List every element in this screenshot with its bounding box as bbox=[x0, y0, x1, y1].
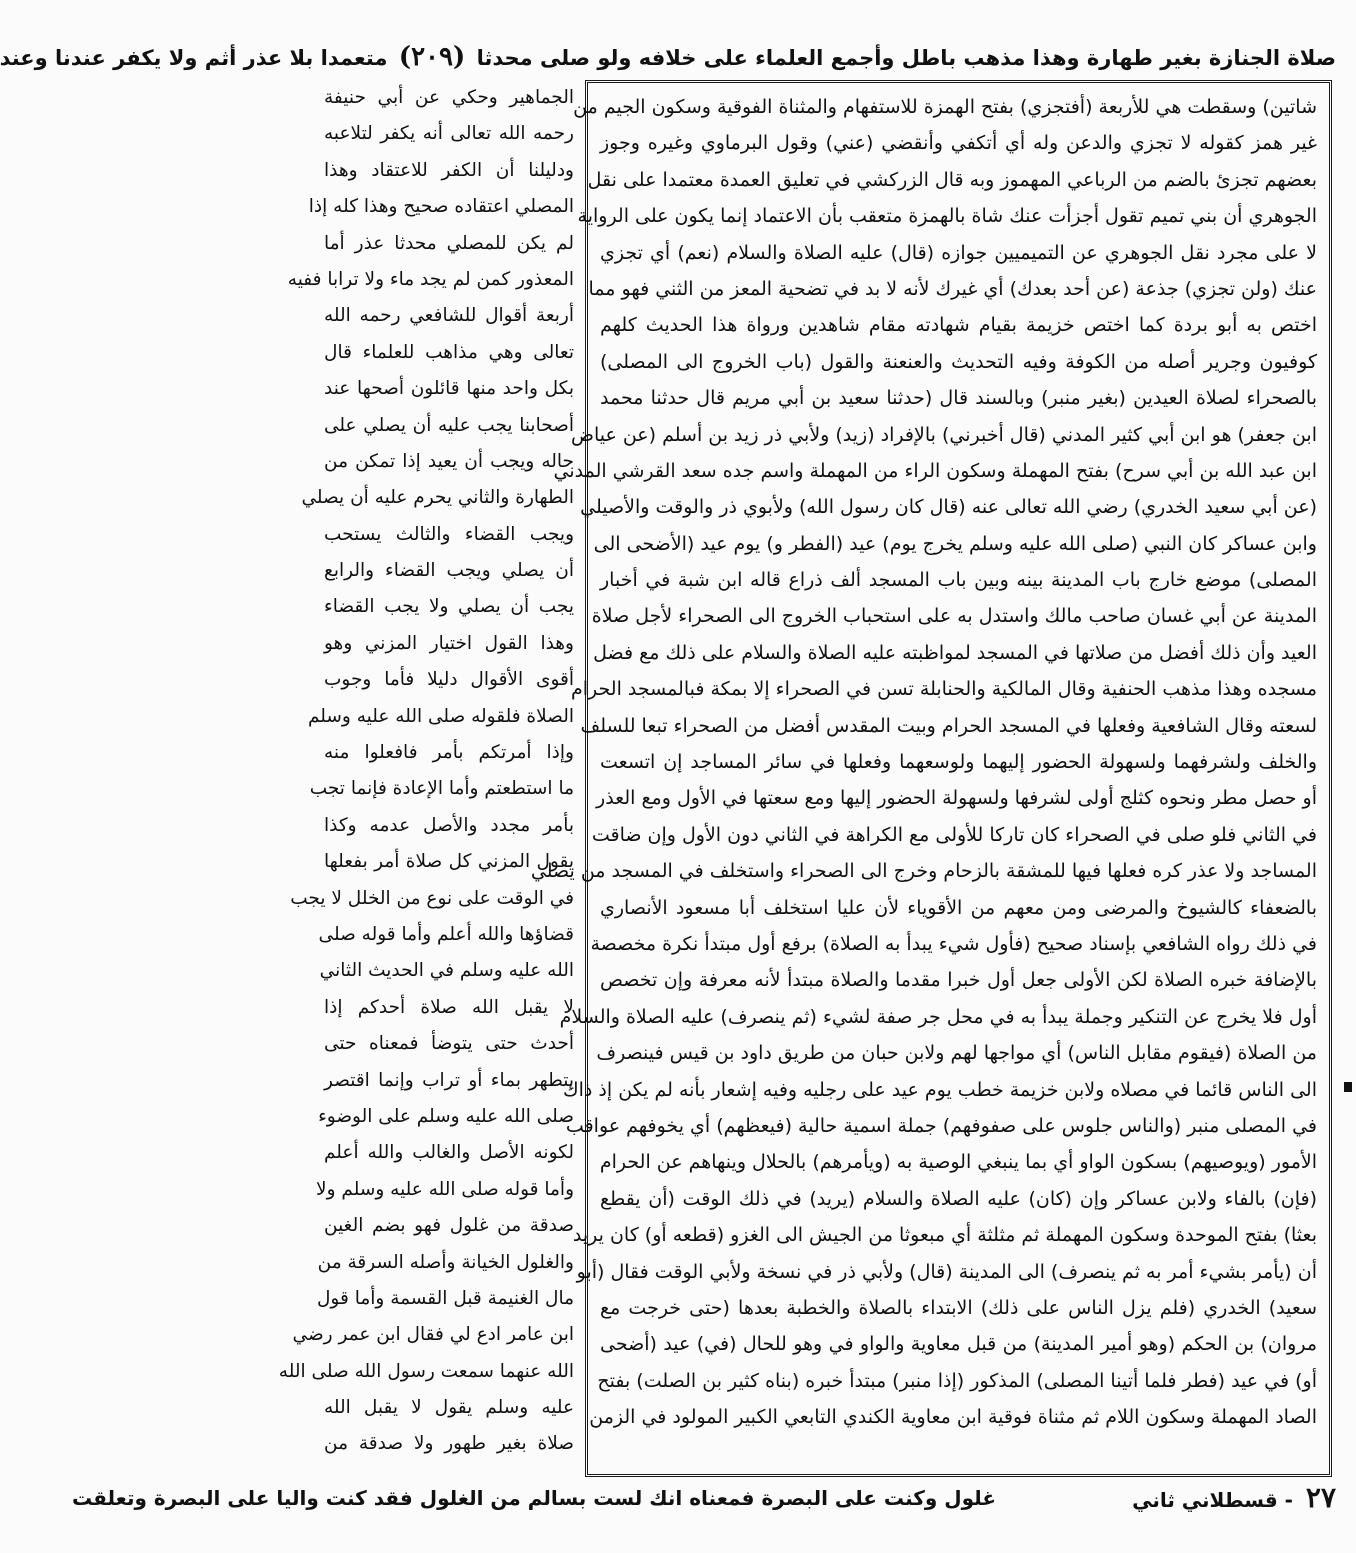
page-header bbox=[0, 40, 1336, 74]
margin-text-line: لا يقبل الله صلاة أحدكم إذا bbox=[324, 996, 574, 1018]
main-text-line: ابن جعفر) هو ابن أبي كثير المدني (قال أخبرني) بالإفراد (زيد) ولأبي ذر زيد بن أسلم (عن عياض bbox=[570, 423, 1317, 446]
margin-text-line: الصلاة فلقوله صلى الله عليه وسلم bbox=[307, 705, 574, 727]
main-text-line: أو حصل مطر ونحوه كثلج أولى لشرفها ولسهولة الحضور إليها ومع سعتها في الأول ومع العذر bbox=[596, 787, 1317, 810]
main-text-line: الأمور (ويوصيهم) بسكون الواو أي بما ينبغي الوصية به (ويأمرهم) بالحلال وينهاهم عن الحرام bbox=[599, 1151, 1317, 1174]
main-text-frame bbox=[530, 80, 1332, 1477]
margin-text-line: ويجب القضاء والثالث يستحب bbox=[324, 523, 574, 545]
margin-commentary-body bbox=[278, 80, 574, 1463]
margin-text-line: أن يصلي ويجب القضاء والرابع bbox=[324, 560, 574, 582]
margin-text-line: في الوقت على نوع من الخلل لا يجب bbox=[290, 887, 574, 909]
main-text-line: عنك (ولن تجزي) جذعة (عن أحد بعدك) أي غيرك لأنه لا بد في تضحية المعز من الثني فهو مما bbox=[588, 277, 1317, 300]
margin-text-line: لكونه الأصل والغالب والله أعلم bbox=[324, 1142, 574, 1164]
main-text-line: كوفيون وجرير أصله من الكوفة وفيه التحديث والعنعنة والقول (باب الخروج الى المصلى) bbox=[600, 350, 1317, 373]
main-text-line: في الثاني فلو صلى في الصحراء كان تاركا للأولى مع الكراهة في الثاني دون الأول وإن ضاقت bbox=[591, 823, 1317, 846]
margin-text-line: قضاؤها والله أعلم وأما قوله صلى bbox=[318, 923, 574, 945]
margin-text-line: يتطهر بماء أو تراب وإنما اقتصر bbox=[324, 1069, 574, 1091]
margin-text-line: المعذور كمن لم يجد ماء ولا ترابا ففيه bbox=[287, 268, 574, 290]
main-text-line: غير همز كقوله لا تجزي والدعن وله أي أتكفي وأنقضي (عني) وقول البرماوي وغيره وجوز bbox=[600, 132, 1317, 155]
margin-text-line: بكل واحد منها قائلون أصحها عند bbox=[324, 378, 574, 400]
main-text-line: بالإضافة خبره الصلاة لكن الأولى جعل أول خبرا مقدما والصلاة مبتدأ لأنه معرفة وإن تخصص bbox=[600, 969, 1317, 992]
margin-text-line: رحمه الله تعالى أنه يكفر لتلاعبه bbox=[324, 123, 574, 145]
margin-text-line: صلاة بغير طهور ولا صدقة من bbox=[324, 1433, 574, 1455]
margin-text-line: وإذا أمرتكم بأمر فافعلوا منه bbox=[324, 742, 574, 764]
margin-text-line: ما استطعتم وأما الإعادة فإنما تجب bbox=[309, 778, 574, 800]
header-left-text: متعمدا بلا عذر أثم ولا يكفر عندنا وعند bbox=[0, 46, 388, 70]
margin-text-line: لم يكن للمصلي محدثا عذر أما bbox=[324, 232, 574, 254]
signature-number: ٢٧ bbox=[1305, 1481, 1336, 1514]
main-text-line: (عن أبي سعيد الخدري) رضي الله تعالى عنه (قال كان رسول الله) ولأبوي ذر والوقت والأصيلي bbox=[580, 496, 1317, 519]
main-text-line: بالضعفاء كالشيوخ والمرضى ومن معهم من الأقوياء لأن عليا استخلف أبا مسعود الأنصاري bbox=[600, 896, 1317, 919]
main-text-line: مسجده وهذا مذهب الحنفية وقال المالكية والحنابلة تسن في الصحراء إلا بمكة فبالمسجد الحرام bbox=[570, 678, 1317, 701]
margin-text-line: وهذا القول اختيار المزني وهو bbox=[324, 632, 574, 654]
margin-text-line: يجب أن يصلي ولا يجب القضاء bbox=[324, 596, 574, 618]
margin-text-line: يقول المزني كل صلاة أمر بفعلها bbox=[324, 851, 574, 873]
page-number: (٢٠٩) bbox=[398, 42, 466, 72]
margin-text-line: الله عنهما سمعت رسول الله صلى الله bbox=[278, 1360, 574, 1382]
main-text-line: الصاد المهملة وسكون اللام ثم مثناة فوقية ابن معاوية الكندي التابعي الكبير المولود في الزمن bbox=[589, 1406, 1317, 1429]
margin-text-line: الطهارة والثاني يحرم عليه أن يصلي bbox=[301, 487, 574, 509]
main-text-line: لا على مجرد نقل الجوهري عن التميميين جوازه (قال) عليه الصلاة والسلام (نعم) أي تجزي bbox=[600, 241, 1317, 264]
margin-text-line: حاله ويجب أن يعيد إذا تمكن من bbox=[324, 450, 574, 472]
margin-text-line: الجماهير وحكي عن أبي حنيفة bbox=[324, 87, 574, 108]
main-text-line: المدينة عن أبي غسان صاحب مالك واستدل به على استحباب الخروج الى الصحراء لأجل صلاة bbox=[591, 605, 1317, 628]
margin-text-line: وأما قوله صلى الله عليه وسلم ولا bbox=[316, 1178, 574, 1200]
main-text-line: الجوهري أن بني تميم تقول أجزأت عنك شاة بالهمزة متعقب بأن الاعتماد إنما يكون على الرواية bbox=[577, 205, 1317, 228]
margin-text-line: أقوى الأقوال دليلا فأما وجوب bbox=[324, 669, 574, 691]
main-text-line: (فإن) بالفاء ولابن عساكر وإن (كان) عليه الصلاة والسلام (يريد) في ذلك الوقت (أن يقطع bbox=[600, 1187, 1317, 1210]
margin-text-line: عليه وسلم يقول لا يقبل الله bbox=[324, 1397, 574, 1419]
main-text-body bbox=[530, 89, 1317, 1435]
main-text-line: مروان) بن الحكم (وهو أمير المدينة) من قبل معاوية والواو في وهو للحال (في) عيد (أضحى bbox=[600, 1333, 1317, 1356]
main-text-line: العيد وأن ذلك أفضل من صلاتها في المسجد لمواظبته عليه الصلاة والسلام على ذلك مع فضل bbox=[593, 641, 1317, 664]
margin-text-line: الله عليه وسلم في الحديث الثاني bbox=[319, 960, 574, 982]
main-text-line: وابن عساكر كان النبي (صلى الله عليه وسلم يخرج يوم) عيد (الفطر و) يوم عيد (الأضحى الى bbox=[593, 532, 1317, 555]
margin-text-line: مال الغنيمة قبل القسمة وأما قول bbox=[316, 1287, 574, 1309]
margin-text-line: أحدث حتى يتوضأ فمعناه حتى bbox=[324, 1033, 574, 1055]
margin-text-line: أصحابنا يجب عليه أن يصلي على bbox=[324, 414, 574, 436]
main-text-line: في ذلك رواه الشافعي بإسناد صحيح (فأول شيء يبدأ به الصلاة) برفع أول مبتدأ نكرة مخصصة bbox=[590, 932, 1317, 955]
signature-mark: ٢٧ - قسطلاني ثاني bbox=[1132, 1481, 1336, 1514]
header-right-text: صلاة الجنازة بغير طهارة وهذا مذهب باطل وأجمع العلماء على خلافه ولو صلى محدثا bbox=[476, 46, 1336, 70]
main-text-line: أول فلا يخرج عن التنكير وجملة يبدأ به في محل جر صفة لشيء (ثم ينصرف) عليه الصلاة والسلام bbox=[559, 1005, 1317, 1028]
main-text-line: سعيد) الخدري (فلم يزل الناس على ذلك) الابتداء بالصلاة والخطبة بعدها (حتى خرجت مع bbox=[600, 1296, 1317, 1319]
main-text-line: أن (يأمر بشيء أمر به ثم ينصرف) الى المدينة (قال) ولأبي ذر في نسخة ولأبي الوقت فقال (أبو bbox=[576, 1260, 1317, 1283]
margin-text-line: المصلي اعتقاده صحيح وهذا كله إذا bbox=[308, 196, 574, 218]
page-footer bbox=[71, 1480, 1336, 1516]
main-text-line: بعثا) بفتح الموحدة وسكون المهملة ثم مثلثة أي مبعوثا من الجيش الى الغزو (قطعه أو) كان يريد bbox=[572, 1224, 1317, 1247]
main-text-line: بعضهم تجزئ بالضم من الرباعي المهموز وبه قال الزركشي في تعليق العمدة معتمدا على نقل bbox=[587, 168, 1317, 191]
main-text-line: بالصحراء لصلاة العيدين (بغير منبر) وبالسند قال (حدثنا سعيد بن أبي مريم قال حدثنا محمد bbox=[600, 387, 1317, 410]
main-text-line: شاتين) وسقطت هي للأربعة (أفتجزي) بفتح الهمزة للاستفهام والمثناة الفوقية وسكون الجيم من bbox=[573, 96, 1317, 118]
main-text-line: ابن عبد الله بن أبي سرح) بفتح المهملة وسكون الراء من المهملة واسم جده سعد القرشي المدني bbox=[553, 459, 1317, 482]
margin-commentary bbox=[278, 80, 574, 1480]
main-text-line: لسعته وقال الشافعية وفعلها في المسجد الحرام وبيت المقدس أفضل من الصحراء تبعا للسلف bbox=[580, 714, 1317, 737]
signature-text: قسطلاني ثاني bbox=[1132, 1488, 1278, 1512]
main-text-line: اختص به أبو بردة كما اختص خزيمة بقيام شهادته مقام شاهدين ورواة هذا الحديث كلهم bbox=[600, 314, 1317, 337]
margin-text-line: صلى الله عليه وسلم على الوضوء bbox=[318, 1105, 574, 1127]
main-text-line: الى الناس قائما في مصلاه ولابن خزيمة خطب يوم عيد على رجليه وفيه إشعار بأنه لم يكن إذ ذاك bbox=[562, 1078, 1317, 1101]
main-text-line: المصلى) موضع خارج باب المدينة بينه وبين باب المسجد ألف ذراع قاله ابن شبة في أخبار bbox=[600, 569, 1317, 592]
main-text-line: من الصلاة (فيقوم مقابل الناس) أي مواجها لهم ولابن حبان من طريق داود بن قيس فينصرف bbox=[596, 1042, 1317, 1065]
page-edge-mark bbox=[1344, 1082, 1352, 1092]
margin-text-line: والغلول الخيانة وأصله السرقة من bbox=[317, 1251, 574, 1273]
margin-text-line: أربعة أقوال للشافعي رحمه الله bbox=[324, 305, 574, 327]
margin-text-line: تعالى وهي مذاهب للعلماء قال bbox=[324, 341, 574, 363]
margin-text-line: بأمر مجدد والأصل عدمه وكذا bbox=[324, 814, 574, 836]
footer-continuation-text: غلول وكنت على البصرة فمعناه انك لست بسالم من الغلول فقد كنت واليا على البصرة وتعلقت bbox=[71, 1486, 996, 1510]
main-text-line: أو) في عيد (فطر فلما أتينا المصلى) المذكور (إذا منبر) مبتدأ خبره (بناه كثير بن الصلت) بفتح bbox=[597, 1369, 1317, 1392]
main-text-line: المساجد ولا عذر كره فعلها فيها للمشقة بالزحام وخرج الى الصحراء واستخلف في المسجد من يصلي bbox=[530, 860, 1317, 883]
main-text-line: والخلف ولشرفهما ولسهولة الحضور إليهما ولوسعهما وفعلها في سائر المساجد إن اتسعت bbox=[600, 751, 1317, 774]
margin-text-line: ودليلنا أن الكفر للاعتقاد وهذا bbox=[324, 159, 574, 181]
main-text-line: في المصلى منبر (والناس جلوس على صفوفهم) جملة اسمية حالية (فيعظهم) أي يخوفهم عواقب bbox=[565, 1114, 1317, 1137]
margin-text-line: صدقة من غلول فهو بضم الغين bbox=[324, 1215, 574, 1237]
margin-text-line: ابن عامر ادع لي فقال ابن عمر رضي bbox=[292, 1324, 574, 1346]
